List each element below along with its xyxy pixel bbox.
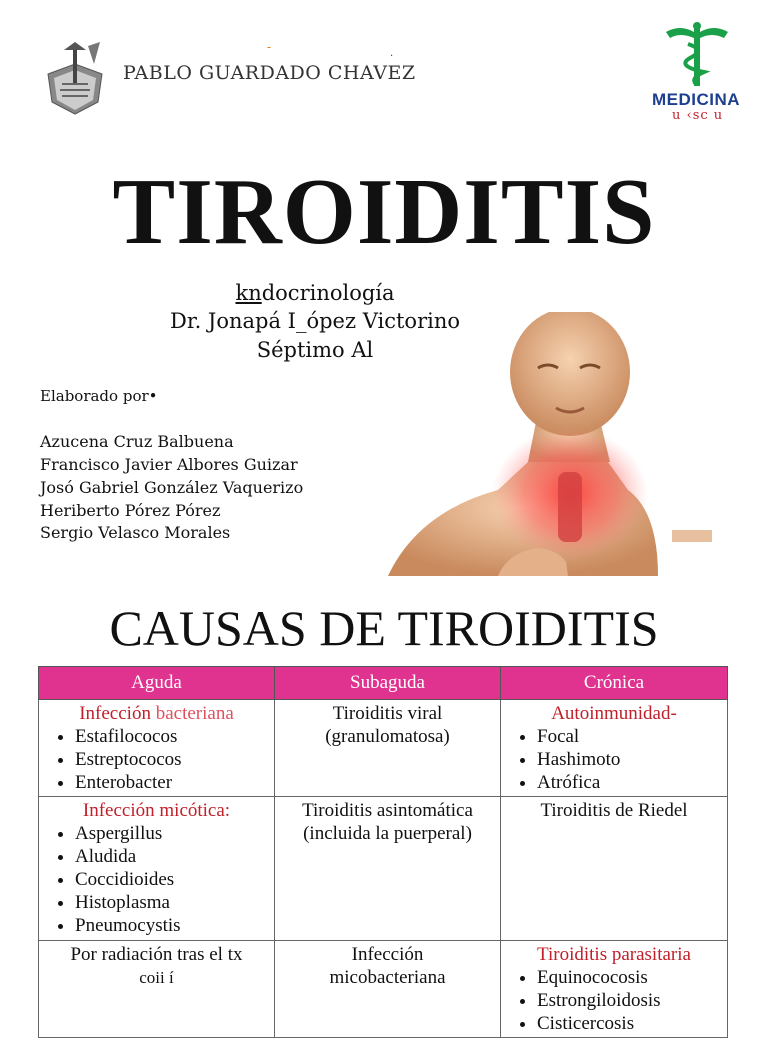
table-header-row bbox=[39, 667, 728, 700]
column-header-aguda: Aguda bbox=[39, 667, 275, 700]
cell-text: Tiroiditis asintomática bbox=[302, 800, 473, 821]
medicina-logo-subtext: u ‹sc u bbox=[672, 108, 724, 123]
page-title: TIROIDITIS bbox=[112, 160, 656, 264]
author-name: Francisco Javier Albores Guizar bbox=[40, 455, 298, 474]
author-name: Josó Gabriel González Vaquerizo bbox=[40, 478, 304, 497]
bullet-list bbox=[45, 822, 268, 937]
list-item: • Histoplasma bbox=[75, 891, 268, 914]
list-item: • Enterobacter bbox=[75, 771, 268, 794]
table-row bbox=[39, 700, 728, 797]
list-item: • Equinococosis bbox=[537, 966, 721, 989]
author-name: Heriberto Pórez Pórez bbox=[40, 501, 221, 520]
thyroid-illustration bbox=[388, 312, 712, 576]
professor-line: Dr. Jonapá I_ópez Victorino bbox=[170, 309, 460, 333]
cell-text: coii í bbox=[139, 968, 174, 987]
table-cell bbox=[39, 700, 275, 797]
caduceus-icon bbox=[650, 20, 750, 90]
author-name: Azucena Cruz Balbuena bbox=[40, 432, 234, 451]
cell-text: Por radiación tras el tx bbox=[70, 944, 243, 965]
author-name: Sergio Velasco Morales bbox=[40, 523, 231, 542]
table-cell bbox=[501, 797, 728, 941]
cell-heading: Infección micótica: bbox=[82, 800, 231, 821]
header-mark: . bbox=[390, 48, 394, 59]
table-cell bbox=[39, 797, 275, 941]
table-cell bbox=[275, 797, 501, 941]
list-item: • Hashimoto bbox=[537, 748, 721, 771]
cell-text: Tiroiditis de Riedel bbox=[540, 800, 688, 821]
subject-prefix: kn bbox=[235, 281, 262, 305]
cell-text: (granulomatosa) bbox=[325, 726, 450, 747]
table-row bbox=[39, 797, 728, 941]
list-item: • Cisticercosis bbox=[537, 1012, 721, 1035]
table-cell bbox=[39, 941, 275, 1038]
medicina-logo-text: MEDICINA bbox=[652, 90, 741, 109]
authors-label: Elaborado por• bbox=[40, 387, 158, 405]
medicina-logo bbox=[650, 20, 750, 125]
table-cell bbox=[275, 700, 501, 797]
cell-heading bbox=[45, 702, 268, 725]
list-item: • Coccidioides bbox=[75, 868, 268, 891]
causes-table bbox=[38, 666, 728, 1038]
bullet-list bbox=[45, 725, 268, 794]
table-cell bbox=[501, 941, 728, 1038]
university-emblem bbox=[42, 40, 108, 116]
list-item: • Pneumocystis bbox=[75, 914, 268, 937]
list-item: • Focal bbox=[537, 725, 721, 748]
cell-text: micobacteriana bbox=[329, 967, 446, 988]
section-title: CAUSAS DE TIROIDITIS bbox=[109, 600, 659, 656]
cell-heading: Tiroiditis parasitaria bbox=[537, 944, 691, 965]
cell-text: (incluida la puerperal) bbox=[303, 823, 472, 844]
list-item: • Aludida bbox=[75, 845, 268, 868]
bullet-list bbox=[507, 966, 721, 1035]
list-item: • Atrófica bbox=[537, 771, 721, 794]
cell-text: Tiroiditis viral bbox=[332, 703, 443, 724]
institution-name: PABLO GUARDADO CHAVEZ bbox=[123, 62, 416, 84]
cell-text: Infección bbox=[351, 944, 424, 965]
bullet-list bbox=[507, 725, 721, 794]
table-row bbox=[39, 941, 728, 1038]
list-item: • Aspergillus bbox=[75, 822, 268, 845]
list-item: • Estreptococos bbox=[75, 748, 268, 771]
column-header-cronica: Crónica bbox=[501, 667, 728, 700]
cell-heading-part: Infección bbox=[79, 703, 151, 724]
cell-heading: Autoinmunidad- bbox=[551, 703, 677, 724]
list-item: • Estafilococos bbox=[75, 725, 268, 748]
cell-heading-part: bacteriana bbox=[155, 703, 234, 724]
column-header-subaguda: Subaguda bbox=[275, 667, 501, 700]
header-mark: - bbox=[267, 40, 272, 54]
table-cell bbox=[275, 941, 501, 1038]
subject-rest: docrinología bbox=[261, 281, 395, 305]
subject-line bbox=[130, 283, 500, 304]
table-cell bbox=[501, 700, 728, 797]
semester-line: Séptimo Al bbox=[256, 338, 374, 362]
list-item: • Estrongiloidosis bbox=[537, 989, 721, 1012]
